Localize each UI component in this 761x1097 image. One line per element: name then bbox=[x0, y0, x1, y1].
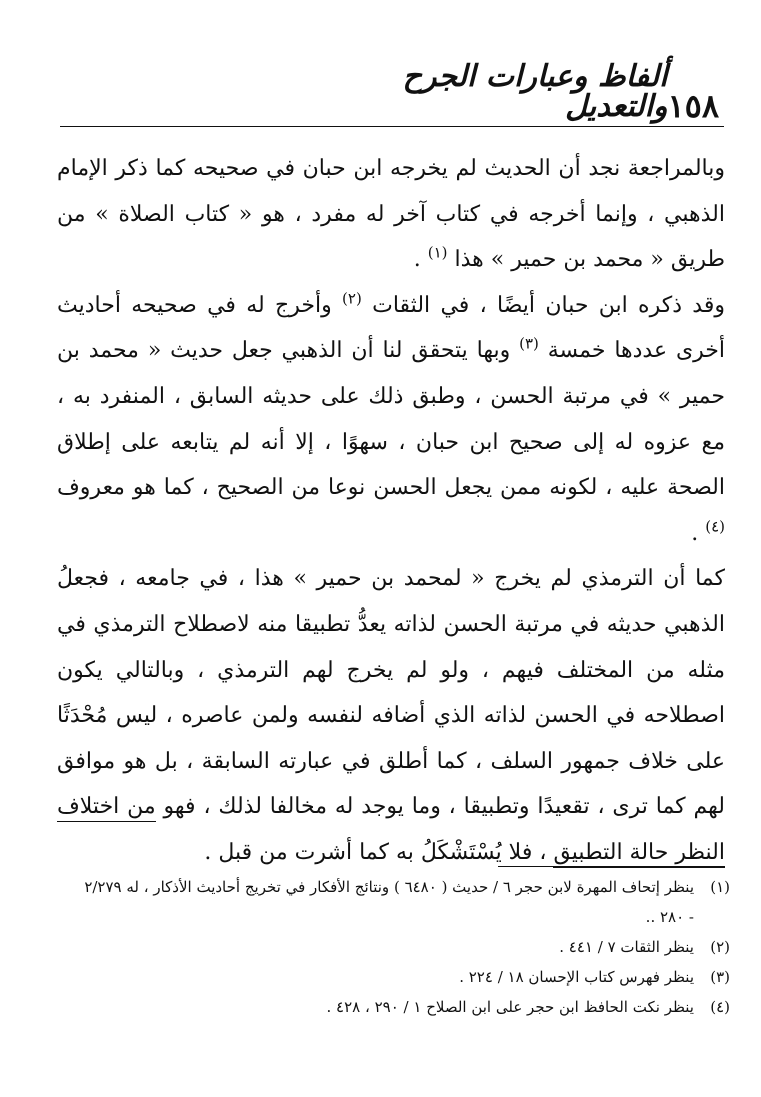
footnote-number: (٢) bbox=[710, 938, 730, 956]
paragraph-3-text: كما أن الترمذي لم يخرج « لمحمد بن حمير » هذا ، في جامعه ، فجعلُ الذهبي حديثه في مرتبة الحسن لذاته يعدُّ تطبيقا منه لاصطلاح الترمذي في مثله من المختلف فيهم ، ولو لم يخرج لهم الترمذي ، وبالتالي يكون اصطلاحه في الحسن لذاته الذي أضافه لنفسه ولمن عاصره ، ليس مُحْدَثًا على خلاف جمهور السلف ، كما أطلق في عبارته السابقة ، بل هو موافق لهم كما ترى ، تقعيدًا وتطبيقا ، وما يوجد له مخالفا لذلك ، فهو bbox=[57, 566, 726, 820]
running-title: ألفاظ وعبارات الجرح والتعديل bbox=[402, 59, 668, 124]
footnote-text: ينظر فهرس كتاب الإحسان ١٨ / ٢٢٤ . bbox=[459, 968, 694, 986]
footnote-3 bbox=[80, 962, 730, 992]
underlined-phrase: من اختلاف النظر حالة التطبيق bbox=[57, 794, 725, 868]
paragraph-3-end: ، فلا يُسْتَشْكَلُ به كما أشرت من قبل . bbox=[204, 839, 547, 865]
paragraph-2 bbox=[57, 283, 725, 557]
paragraph-1-end: . bbox=[413, 247, 421, 273]
footnote-number: (١) bbox=[710, 878, 730, 896]
footnote-4 bbox=[80, 992, 730, 1022]
footnote-text: ينظر إتحاف المهرة لابن حجر ٦ / حديث ( ٦٤٨٠ ) ونتائج الأفكار في تخريج أحاديث الأذكار ، له ٢/٢٧٩ - ٢٨٠ .. bbox=[84, 878, 694, 926]
paragraph-2-text-b: وأخرج له في صحيحه أحاديث أخرى عددها خمسة bbox=[57, 292, 726, 364]
footnote-ref-1[interactable]: (١) bbox=[427, 243, 448, 262]
footnote-ref-2[interactable]: (٢) bbox=[342, 289, 362, 308]
footnote-number: (٣) bbox=[710, 968, 730, 986]
footnote-number: (٤) bbox=[710, 998, 730, 1016]
page-number: ١٥٨ bbox=[667, 87, 719, 125]
footnote-ref-3[interactable]: (٣) bbox=[519, 335, 539, 354]
paragraph-1 bbox=[57, 146, 725, 283]
footnote-1 bbox=[80, 872, 730, 932]
footnote-2 bbox=[80, 932, 730, 962]
main-text bbox=[57, 146, 725, 876]
paragraph-3 bbox=[57, 556, 725, 875]
footnote-ref-4[interactable]: (٤) bbox=[705, 517, 725, 536]
paragraph-2-end: . bbox=[691, 520, 699, 546]
footnotes bbox=[80, 872, 730, 1022]
footnotes-rule bbox=[498, 866, 725, 867]
header-rule bbox=[60, 126, 724, 127]
footnote-text: ينظر الثقات ٧ / ٤٤١ . bbox=[559, 938, 694, 956]
paragraph-1-text: وبالمراجعة نجد أن الحديث لم يخرجه ابن حبان في صحيحه كما ذكر الإمام الذهبي ، وإنما أخرجه في كتاب آخر له مفرد ، هو « كتاب الصلاة » من طريق « محمد بن حمير » هذا bbox=[57, 156, 725, 273]
paragraph-2-text-a: وقد ذكره ابن حبان أيضًا ، في الثقات bbox=[372, 292, 725, 318]
page-header bbox=[60, 59, 725, 125]
footnote-text: ينظر نكت الحافظ ابن حجر على ابن الصلاح ١ / ٢٩٠ ، ٤٢٨ . bbox=[326, 998, 694, 1016]
paragraph-2-text-c: وبها يتحقق لنا أن الذهبي جعل حديث « محمد بن حمير » في مرتبة الحسن ، وطبق ذلك على حديثه السابق ، المنفرد به ، مع عزوه له إلى صحيح ابن حبان ، سهوًا ، إلا أنه لم يتابعه على إطلاق الصحة عليه ، لكونه ممن يجعل الحسن نوعا من الصحيح ، كما هو معروف bbox=[57, 338, 725, 501]
